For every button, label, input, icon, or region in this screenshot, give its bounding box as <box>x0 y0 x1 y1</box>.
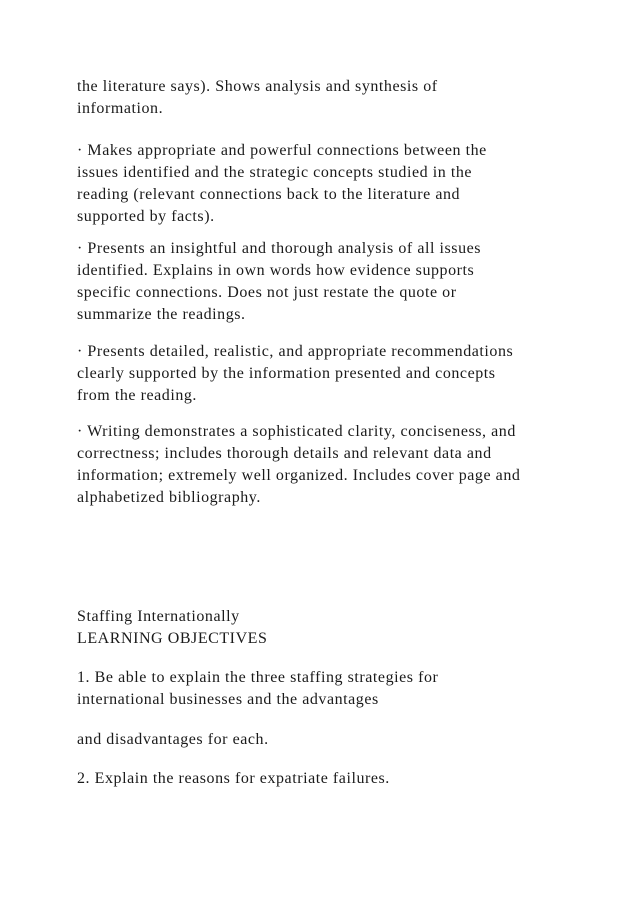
text-line: identified. Explains in own words how evidence supports <box>77 262 475 279</box>
objective-1 <box>77 667 577 711</box>
text-line: · Makes appropriate and powerful connections between the <box>77 142 487 159</box>
paragraph-bullet-recommendations <box>77 341 577 407</box>
text-line: supported by facts). <box>77 208 215 225</box>
text-line: summarize the readings. <box>77 306 246 323</box>
objective-2 <box>77 768 577 790</box>
paragraph-intro-fragment <box>77 76 577 120</box>
text-line: · Presents an insightful and thorough analysis of all issues <box>77 240 482 257</box>
text-line: the literature says). Shows analysis and synthesis of <box>77 78 438 95</box>
text-line: clearly supported by the information presented and concepts <box>77 365 496 382</box>
text-line: and disadvantages for each. <box>77 731 269 748</box>
paragraph-bullet-writing <box>77 421 577 509</box>
text-line: issues identified and the strategic concepts studied in the <box>77 164 473 181</box>
text-line: information; extremely well organized. Includes cover page and <box>77 467 521 484</box>
text-line: international businesses and the advantages <box>77 691 379 708</box>
text-line: · Presents detailed, realistic, and appropriate recommendations <box>77 343 514 360</box>
text-line: 1. Be able to explain the three staffing strategies for <box>77 669 439 686</box>
text-line: 2. Explain the reasons for expatriate failures. <box>77 770 390 787</box>
text-line: alphabetized bibliography. <box>77 489 261 506</box>
text-line: reading (relevant connections back to the literature and <box>77 186 461 203</box>
text-line: information. <box>77 100 164 117</box>
learning-objectives-heading: LEARNING OBJECTIVES <box>77 630 268 647</box>
text-line: · Writing demonstrates a sophisticated clarity, conciseness, and <box>77 423 516 440</box>
text-line: correctness; includes thorough details and relevant data and <box>77 445 492 462</box>
section-title: Staffing Internationally <box>77 608 240 625</box>
section-heading <box>77 606 577 650</box>
paragraph-bullet-analysis <box>77 238 577 326</box>
text-line: from the reading. <box>77 387 197 404</box>
objective-1-continued <box>77 729 577 751</box>
paragraph-bullet-connections <box>77 140 577 228</box>
text-line: specific connections. Does not just restate the quote or <box>77 284 457 301</box>
